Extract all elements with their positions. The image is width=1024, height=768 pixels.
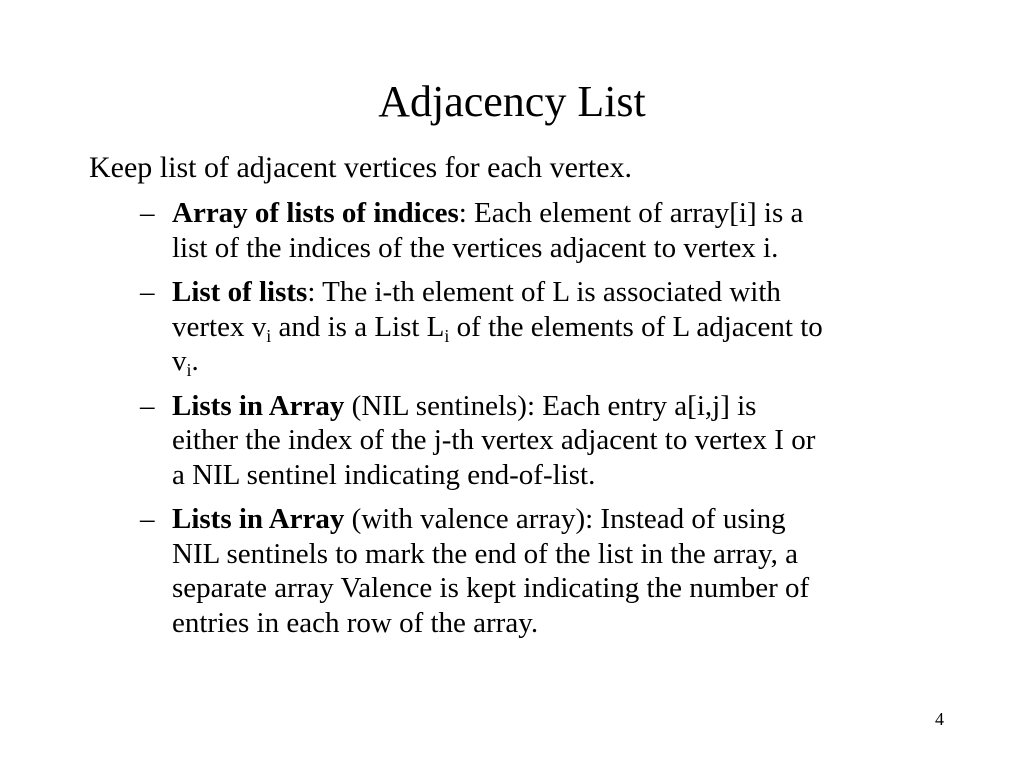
list-item <box>140 196 960 265</box>
bullet-text: : The i-th element of L is associated with <box>307 276 781 308</box>
bullet-line: separate array Valence is kept indicating the number of <box>172 572 810 604</box>
bullet-line <box>172 344 960 379</box>
bullet-text: (NIL sentinels): Each entry a[i,j] is <box>344 389 757 422</box>
bullet-list <box>140 196 960 650</box>
bullet-text: of the elements of L adjacent to <box>449 310 823 343</box>
bullet-text: . <box>191 345 199 377</box>
subscript: i <box>444 325 450 346</box>
bullet-line: entries in each row of the array. <box>172 606 539 639</box>
list-item <box>140 389 960 493</box>
subscript: i <box>266 325 272 346</box>
list-item <box>140 275 960 379</box>
bullet-line <box>172 310 960 345</box>
bullet-term: Lists in Array <box>172 503 345 535</box>
bullet-text: (with valence array): Instead of using <box>344 503 786 535</box>
bullet-line: a NIL sentinel indicating end-of-list. <box>172 458 596 491</box>
dash-marker: – <box>140 389 155 422</box>
subscript: i <box>186 360 192 380</box>
bullet-term: Array of lists of indices <box>172 197 459 229</box>
intro-text: Keep list of adjacent vertices for each vertex. <box>89 151 633 184</box>
dash-marker: – <box>140 503 155 535</box>
bullet-term: Lists in Array <box>172 389 345 422</box>
bullet-line: NIL sentinels to mark the end of the list in the array, a <box>172 537 798 570</box>
bullet-line <box>172 275 960 310</box>
bullet-line: list of the indices of the vertices adjacent to vertex i. <box>172 231 779 264</box>
bullet-line <box>172 502 960 537</box>
list-item <box>140 502 960 640</box>
bullet-line: either the index of the j-th vertex adjacent to vertex I or <box>172 424 816 456</box>
page-number: 4 <box>935 709 944 729</box>
bullet-text: : Each element of array[i] is a <box>458 197 804 229</box>
dash-marker: – <box>140 197 155 229</box>
bullet-text: vertex v <box>172 310 267 343</box>
bullet-text: v <box>172 345 187 377</box>
bullet-term: List of lists <box>172 276 308 308</box>
bullet-line <box>172 196 960 231</box>
dash-marker: – <box>140 276 155 308</box>
bullet-line <box>172 389 960 424</box>
bullet-text: and is a List L <box>271 310 445 343</box>
slide-title: Adjacency List <box>378 77 646 126</box>
